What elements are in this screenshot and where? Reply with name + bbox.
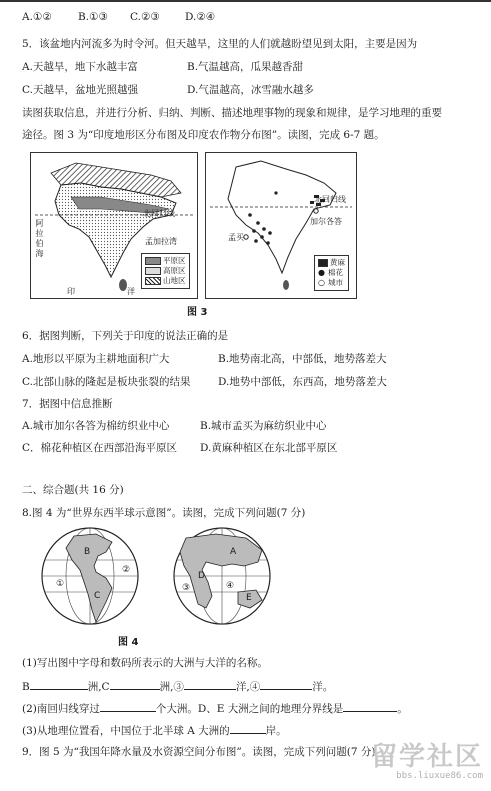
q6-option-a: A.地形以平原为主耕地面积广大 [22, 353, 170, 365]
blank-c[interactable] [110, 678, 160, 690]
legend-city [318, 278, 345, 288]
terrain-legend [141, 253, 190, 289]
tropic-label-left: 北回归线 [143, 209, 175, 218]
q4-option-a: A.①② [22, 11, 52, 23]
top-rule [0, 0, 491, 2]
q7-option-a: A.城市加尔各答为棉纺织业中心 [22, 420, 170, 432]
blank-coast[interactable] [230, 722, 266, 734]
blank-3[interactable] [184, 678, 236, 690]
legend-plateau [145, 266, 186, 276]
q8-sub2-part-a: (2)南回归线穿过 [22, 703, 100, 715]
q7-stem: 7．据图中信息推断 [22, 398, 113, 410]
q5-stem: 5．该盆地内河流多为时令河。但天越旱，这里的人们就越盼望见到太阳，主要是因为 [22, 38, 418, 50]
site-watermark [371, 743, 483, 781]
q8-sub3 [22, 722, 287, 738]
watermark-logo: 留学社区 [370, 742, 483, 772]
fill-3-suffix: 洋,④ [235, 681, 261, 693]
tropic-label-right: 北回归线 [314, 195, 346, 204]
section-2-heading: 二、综合题(共 16 分) [22, 484, 124, 496]
legend-jute [318, 258, 345, 268]
q5-option-b: B.气温越高，瓜果越香甜 [187, 61, 304, 73]
blank-b[interactable] [30, 678, 88, 690]
fill-c-suffix: 洲,③ [159, 681, 184, 693]
label-2: ② [122, 565, 131, 575]
fill-b-prefix: B [22, 681, 30, 693]
blank-4[interactable] [260, 678, 312, 690]
q4-option-d: D.②④ [185, 11, 216, 23]
jute-swatch [318, 259, 328, 267]
q8-stem: 8.图 4 为“世界东西半球示意图”。读图，完成下列问题(7 分) [22, 507, 306, 519]
mountain-swatch [145, 277, 161, 285]
q6-option-c: C.北部山脉的隆起是板块张裂的结果 [22, 376, 191, 388]
q9-stem: 9．图 5 为“我国年降水量及水资源空间分布图”。读图，完成下列问题(7 分) [22, 746, 376, 758]
legend-cotton-label: 棉花 [327, 268, 343, 277]
q6-option-d: D.地势中部低，东西高，地势落差大 [218, 376, 387, 388]
label-4: ④ [226, 581, 235, 591]
ocean-label-right: 洋 [127, 287, 135, 296]
fill-b-suffix: 洲,C [87, 681, 110, 693]
legend-plain [145, 256, 186, 266]
label-c: C [94, 591, 101, 601]
plain-swatch [145, 257, 161, 265]
q8-sub3-part-a: (3)从地理位置看，中国位于北半球 A 大洲的 [22, 725, 230, 737]
legend-plain-label: 平原区 [163, 256, 186, 265]
label-e: E [246, 593, 252, 603]
q4-option-c: C.②③ [130, 11, 160, 23]
cotton-dot-icon: ● [318, 268, 325, 277]
city-circle-icon: ○ [318, 278, 325, 287]
blank-continents-count[interactable] [100, 700, 156, 712]
label-a: A [230, 547, 237, 557]
bay-of-bengal-label: 孟加拉湾 [145, 237, 177, 246]
q8-sub2 [22, 700, 408, 716]
legend-cotton [318, 268, 345, 278]
q8-sub1: (1)写出图中字母和数码所表示的大洲与大洋的名称。 [22, 657, 268, 669]
legend-mountain-label: 山地区 [163, 276, 186, 285]
legend-mountain [145, 276, 186, 286]
q8-sub2-part-c: 。 [397, 703, 408, 715]
blank-boundary[interactable] [343, 700, 397, 712]
q5-option-a: A.天越旱，地下水越丰富 [22, 61, 138, 73]
legend-plateau-label: 高原区 [163, 266, 186, 275]
arabian-sea-label: 阿拉伯海 [35, 219, 44, 259]
fill-4-suffix: 洋。 [312, 681, 334, 693]
label-d: D [198, 571, 205, 581]
q6-stem: 6．据图判断，下列关于印度的说法正确的是 [22, 330, 229, 342]
q8-sub2-part-b: 个大洲。D、E 大洲之间的地理分界线是 [155, 703, 344, 715]
india-crop-map [205, 152, 357, 299]
q8-sub3-part-b: 岸。 [265, 725, 287, 737]
plateau-swatch [145, 267, 161, 275]
intro-line-1: 读图获取信息，并进行分析、归纳、判断、描述地理事物的现象和规律，是学习地理的重要 [22, 107, 442, 119]
q8-fill-line-1 [22, 678, 333, 694]
q4-option-b: B.①③ [78, 11, 108, 23]
watermark-url: bbs.liuxue86.com [396, 771, 483, 781]
q6-option-b: B.地势南北高，中部低，地势落差大 [218, 353, 387, 365]
q5-option-d: D.气温越高，冰雪融水越多 [187, 84, 314, 96]
q5-option-c: C.天越旱，盆地光照越强 [22, 84, 138, 96]
fig3-caption: 图 3 [187, 307, 208, 318]
crop-legend [314, 255, 349, 291]
legend-jute-label: 黄麻 [330, 258, 345, 267]
label-3: ③ [182, 583, 191, 593]
ocean-label-left: 印 [67, 287, 75, 296]
kolkata-label: 加尔各答 [310, 217, 342, 226]
label-1: ① [56, 579, 65, 589]
fig4-caption: 图 4 [118, 637, 139, 648]
india-terrain-map [30, 152, 198, 299]
mumbai-label: 孟买 [228, 233, 244, 242]
q7-option-c: C．棉花种植区在西部沿海平原区 [22, 442, 178, 454]
legend-city-label: 城市 [327, 278, 343, 287]
hemispheres-drawing [26, 526, 288, 626]
world-hemispheres-map [26, 526, 288, 626]
q7-option-b: B.城市孟买为麻纺织业中心 [200, 420, 327, 432]
intro-line-2: 途径。图 3 为“印度地形区分布图及印度农作物分布图”。读图，完成 6-7 题。 [22, 129, 385, 141]
label-b: B [84, 547, 91, 557]
q7-option-d: D.黄麻种植区在东北部平原区 [200, 442, 338, 454]
